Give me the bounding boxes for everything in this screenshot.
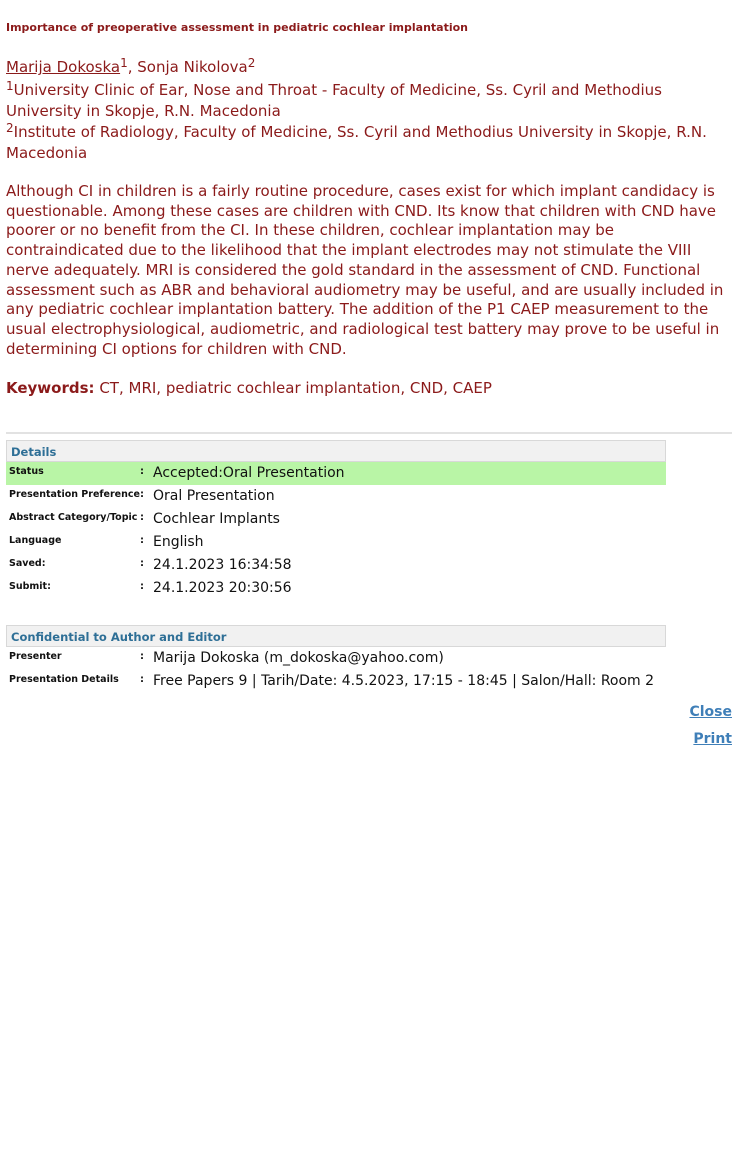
affiliation-sup-1: 1 [6,79,14,93]
affiliation-text-1: University Clinic of Ear, Nose and Throat - Faculty of Medicine, Ss. Cyril and Methodius University in Skopje, R.N. Macedonia [6,81,662,120]
submit-label: Submit: [9,581,51,592]
author-list [6,57,731,78]
preference-label: Presentation Preference [9,489,140,500]
language-row [6,531,666,554]
saved-row [6,554,666,577]
close-link[interactable]: Close [689,704,732,720]
status-separator: : [140,466,144,477]
presenter-row [6,647,666,670]
submit-row [6,577,666,600]
page-title: Importance of preoperative assessment in pediatric cochlear implantation [6,21,469,34]
status-row [6,462,666,485]
preference-value: Oral Presentation [153,488,275,504]
affiliation-sup-2: 2 [6,121,14,135]
presentation-details-separator: : [140,674,144,685]
author-separator: , [127,58,138,76]
saved-separator: : [140,558,144,569]
section-divider [6,432,732,434]
language-label: Language [9,535,62,546]
presenter-separator: : [140,651,144,662]
details-section [6,440,666,600]
confidential-section [6,625,666,693]
category-row [6,508,666,531]
presentation-details-label: Presentation Details [9,674,119,685]
presenter-label: Presenter [9,651,62,662]
author-name-1[interactable]: Marija Dokoska [6,58,121,76]
confidential-header: Confidential to Author and Editor [6,625,666,647]
category-separator: : [140,512,144,523]
presentation-details-value: Free Papers 9 | Tarih/Date: 4.5.2023, 17:15 - 18:45 | Salon/Hall: Room 2 [153,673,655,689]
preference-separator: : [140,489,144,500]
category-value: Cochlear Implants [153,511,280,527]
submit-value: 24.1.2023 20:30:56 [153,580,292,596]
status-value: Accepted:Oral Presentation [153,465,345,481]
author-sup-1: 1 [120,56,128,70]
affiliation-1 [6,80,731,122]
affiliation-text-2: Institute of Radiology, Faculty of Medicine, Ss. Cyril and Methodius University in Skopje, R.N. Macedonia [6,123,707,162]
keywords-label: Keywords: [6,379,95,397]
presentation-details-row [6,670,666,693]
status-label: Status [9,466,44,477]
affiliation-2 [6,122,731,164]
abstract-text: Although CI in children is a fairly routine procedure, cases exist for which implant candidacy is questionable. Among these cases are children with CND. Its know that children with CND have poorer or no benefit from the CI. In these children, cochlear implantation may be contraindicated due to the likelihood that the implant electrodes may not stimulate the VIII nerve adequately. MRI is considered the gold standard in the assessment of CND. Functional assessment such as ABR and behavioral audiometry may be useful, and are usually included in any pediatric cochlear implantation battery. The addition of the P1 CAEP measurement to the usual electrophysiological, audiometric, and radiological test battery may prove to be useful in determining CI options for children with CND. [6,182,724,358]
category-label: Abstract Category/Topic [9,512,138,523]
presenter-value: Marija Dokoska (m_dokoska@yahoo.com) [153,650,444,666]
language-value: English [153,534,204,550]
saved-label: Saved: [9,558,46,569]
details-header: Details [6,440,666,462]
keywords-value: CT, MRI, pediatric cochlear implantation, CND, CAEP [99,379,492,397]
author-name-2: Sonja Nikolova [137,58,248,76]
saved-value: 24.1.2023 16:34:58 [153,557,292,573]
language-separator: : [140,535,144,546]
preference-row [6,485,666,508]
keywords-line [6,378,731,399]
author-sup-2: 2 [247,56,256,70]
print-link[interactable]: Print [693,731,732,747]
submit-separator: : [140,581,144,592]
